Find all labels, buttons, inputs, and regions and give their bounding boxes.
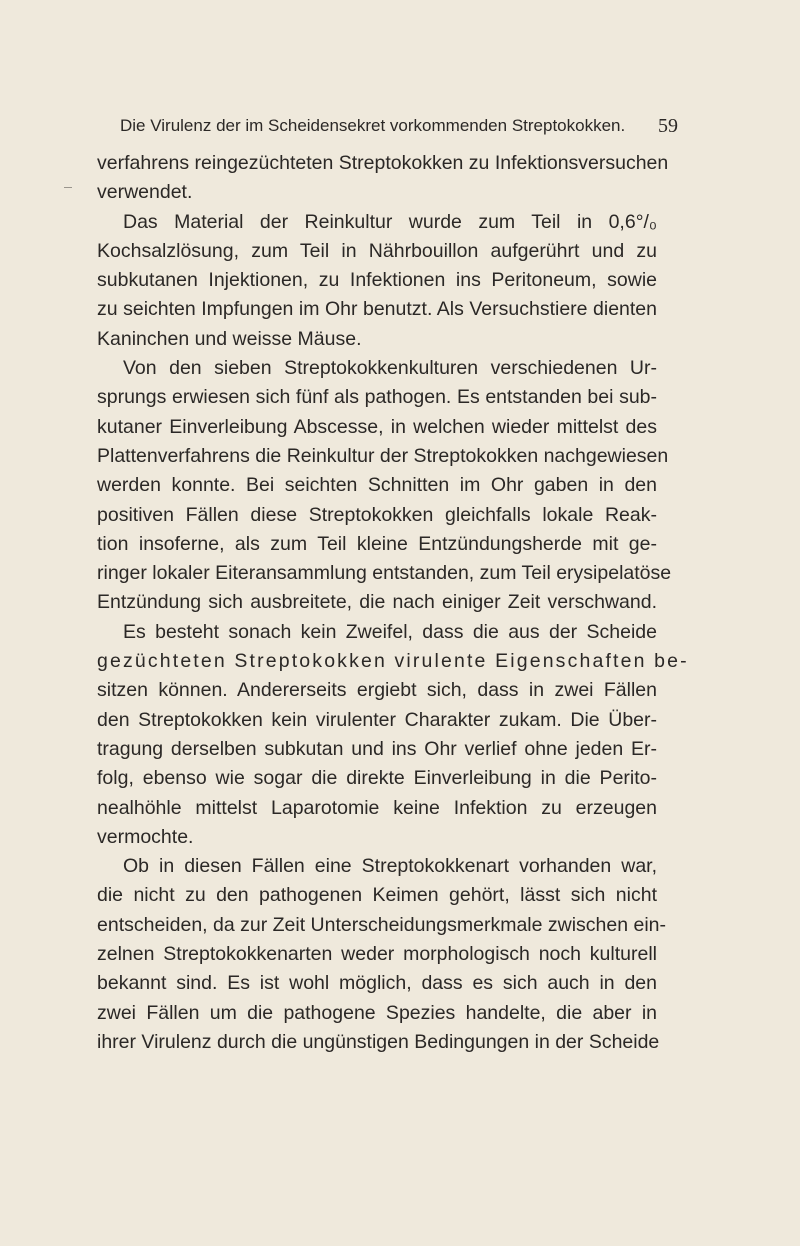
running-title: Die Virulenz der im Scheidensekret vorkommenden Streptokokken.: [120, 116, 626, 135]
text-line: Es besteht sonach kein Zweifel, dass die aus der Scheide: [123, 620, 657, 643]
text-line: Kaninchen und weisse Mäuse.: [97, 327, 362, 350]
text-line: Ob in diesen Fällen eine Streptokokkenart vorhanden war,: [123, 855, 657, 878]
text-line: tragung derselben subkutan und ins Ohr verlief ohne jeden Er-: [97, 737, 657, 760]
text-line: ringer lokaler Eiteransammlung entstanden, zum Teil erysipelatöse: [97, 562, 672, 585]
text-line: bekannt sind. Es ist wohl möglich, dass es sich auch in den: [97, 972, 657, 995]
text-line: die nicht zu den pathogenen Keimen gehört, lässt sich nicht: [97, 884, 657, 907]
text-line: nealhöhle mittelst Laparotomie keine Infektion zu erzeugen: [97, 796, 657, 819]
text-line: verwendet.: [97, 181, 193, 204]
running-head: [120, 112, 678, 140]
text-line: folg, ebenso wie sogar die direkte Einverleibung in die Perito-: [97, 767, 657, 790]
text-line: ihrer Virulenz durch die ungünstigen Bedingungen in der Scheide: [97, 1030, 660, 1053]
text-line: Das Material der Reinkultur wurde zum Teil in 0,6°/₀: [123, 210, 657, 233]
text-line: tion insoferne, als zum Teil kleine Entzündungsherde mit ge-: [97, 532, 657, 555]
text-line: entscheiden, da zur Zeit Unterscheidungsmerkmale zwischen ein-: [97, 913, 667, 936]
text-line: kutaner Einverleibung Abscesse, in welchen wieder mittelst des: [97, 415, 657, 438]
text-line: verfahrens reingezüchteten Streptokokken zu Infektionsversuchen: [97, 152, 669, 174]
text-line: werden konnte. Bei seichten Schnitten im Ohr gaben in den: [97, 474, 657, 497]
text-line: sitzen können. Andererseits ergiebt sich, dass in zwei Fällen: [97, 679, 657, 702]
text-line: zu seichten Impfungen im Ohr benutzt. Als Versuchstiere dienten: [97, 298, 657, 321]
text-line: Plattenverfahrens die Reinkultur der Streptokokken nachgewiesen: [97, 444, 669, 467]
text-line: zelnen Streptokokkenarten weder morphologisch noch kulturell: [97, 943, 657, 966]
margin-mark: [64, 187, 72, 188]
text-line: sprungs erwiesen sich fünf als pathogen. Es entstanden bei sub-: [97, 386, 657, 409]
body-text: [97, 149, 689, 1057]
text-line: subkutanen Injektionen, zu Infektionen ins Peritoneum, sowie: [97, 269, 657, 292]
text-line: gezüchteten Streptokokken virulente Eigenschaften be-: [97, 650, 689, 673]
text-line: Von den sieben Streptokokkenkulturen verschiedenen Ur-: [123, 357, 657, 380]
text-line: den Streptokokken kein virulenter Charakter zukam. Die Über-: [97, 708, 657, 731]
text-line: Kochsalzlösung, zum Teil in Nährbouillon aufgerührt und zu: [97, 239, 657, 262]
text-line: Entzündung sich ausbreitete, die nach einiger Zeit verschwand.: [97, 591, 657, 614]
page-number: 59: [658, 115, 678, 137]
text-line: vermochte.: [97, 825, 194, 848]
text-line: zwei Fällen um die pathogene Spezies handelte, die aber in: [97, 1001, 657, 1024]
text-line: positiven Fällen diese Streptokokken gleichfalls lokale Reak-: [97, 503, 657, 526]
